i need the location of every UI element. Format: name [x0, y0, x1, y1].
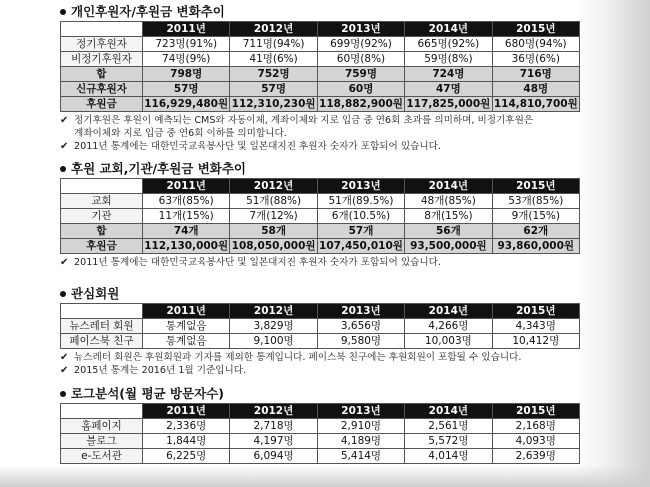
table-header-row [61, 404, 580, 419]
row-label: 합 [61, 224, 143, 239]
cell-value: 6개(10.5%) [317, 209, 404, 224]
year-header: 2012년 [230, 22, 317, 37]
row-label: 합 [61, 67, 143, 82]
table-header-row [61, 22, 580, 37]
cell-value: 752명 [230, 67, 317, 82]
cell-value: 58개 [230, 224, 317, 239]
cell-value: 93,500,000원 [405, 239, 492, 254]
table-row [61, 419, 580, 434]
bullet-icon [60, 9, 66, 15]
table-row [61, 194, 580, 209]
cell-value: 107,450,010원 [319, 240, 403, 252]
note-text: 뉴스레터 회원은 후원회원과 기자를 제외한 통계입니다. 페이스북 친구에는 후원회원이 포함될 수 있습니다. [74, 352, 522, 363]
cell-value: 74명(9%) [143, 52, 230, 67]
header-blank-cell [61, 304, 143, 319]
year-header: 2013년 [317, 304, 404, 319]
cell-value: 6,225명 [143, 449, 230, 464]
note-line: 정기후원은 후원이 예측되는 CMS와 자동이체, 계좌이체와 지로 입금 중 연6회 초과를 의미하며, 비정기후원은 [74, 115, 534, 126]
cell-value: 1,844명 [143, 434, 230, 449]
table-row-total [61, 224, 580, 239]
cell-value: 60명 [317, 82, 404, 97]
table-row [61, 37, 580, 52]
table-header-row [61, 179, 580, 194]
cell-value: 47명 [405, 82, 492, 97]
cell-value: 62개 [492, 224, 579, 239]
cell-value: 48명 [492, 82, 579, 97]
cell-value: 41명(6%) [230, 52, 317, 67]
row-label: 후원금 [61, 239, 143, 254]
cell-value: 63개(85%) [143, 194, 230, 209]
year-header: 2012년 [230, 304, 317, 319]
cell-value: 680명(94%) [492, 37, 579, 52]
section-title [60, 385, 580, 403]
cell-value: 6,094명 [230, 449, 317, 464]
year-header: 2013년 [317, 22, 404, 37]
year-header: 2011년 [143, 22, 230, 37]
row-label: e-도서관 [61, 449, 143, 464]
cell-value: 10,003명 [405, 334, 492, 349]
note-text: 2011년 통계에는 대한민국교육봉사단 및 일본대지진 후원자 숫자가 포함되어 있습니다. [74, 141, 441, 152]
note-item [60, 140, 580, 153]
cell-value: 57명 [143, 82, 230, 97]
year-header: 2014년 [405, 179, 492, 194]
cell-value: 7개(12%) [230, 209, 317, 224]
cell-value: 4,197명 [230, 434, 317, 449]
cell-value: 48개(85%) [405, 194, 492, 209]
page-edge-shadow [574, 0, 650, 487]
cell-value: 9,100명 [230, 334, 317, 349]
section-title [60, 285, 580, 303]
cell-value: 60명(8%) [317, 52, 404, 67]
table-row-new-donors [61, 82, 580, 97]
cell-value: 5,572명 [405, 434, 492, 449]
page-bottom-shadow [0, 465, 650, 487]
section-log-analysis [60, 385, 580, 464]
note-text: 2011년 통계에는 대한민국교육봉사단 및 일본대지진 후원자 숫자가 포함되어 있습니다. [74, 257, 441, 268]
row-label: 홈페이지 [61, 419, 143, 434]
bullet-icon [60, 291, 66, 297]
check-icon: ✔ [60, 365, 69, 376]
cell-value: 4,093명 [492, 434, 579, 449]
individual-donors-table [60, 21, 580, 112]
bullet-icon [60, 391, 66, 397]
cell-value: 665명(92%) [405, 37, 492, 52]
table-row [61, 209, 580, 224]
year-header: 2013년 [317, 179, 404, 194]
cell-value: 3,829명 [230, 319, 317, 334]
table-row [61, 52, 580, 67]
table-row [61, 434, 580, 449]
section-title [60, 160, 580, 178]
cell-value: 4,189명 [317, 434, 404, 449]
cell-value: 2,718명 [230, 419, 317, 434]
note-text: 2015년 통계는 2016년 1월 기준입니다. [74, 365, 247, 376]
header-blank-cell [61, 22, 143, 37]
cell-value: 116,929,480원 [144, 98, 229, 110]
year-header: 2011년 [143, 304, 230, 319]
cell-value: 4,014명 [405, 449, 492, 464]
notes [60, 256, 580, 269]
cell-value: 2,639명 [492, 449, 579, 464]
note-text [74, 114, 580, 140]
note-item [60, 114, 580, 140]
cell-value: 5,414명 [317, 449, 404, 464]
year-header: 2015년 [492, 179, 579, 194]
cell-value: 57개 [317, 224, 404, 239]
year-header: 2011년 [143, 404, 230, 419]
cell-value: 4,266명 [405, 319, 492, 334]
note-item [60, 256, 580, 269]
year-header: 2012년 [230, 404, 317, 419]
year-header: 2014년 [405, 22, 492, 37]
cell-value: 57명 [230, 82, 317, 97]
year-header: 2015년 [492, 22, 579, 37]
row-label: 기관 [61, 209, 143, 224]
cell-value: 716명 [492, 67, 579, 82]
section-individual-donors [60, 3, 580, 153]
cell-value: 74개 [143, 224, 230, 239]
cell-value: 4,343명 [492, 319, 579, 334]
section-title-text: 로그분석(월 평균 방문자수) [71, 386, 224, 401]
cell-value: 2,561명 [405, 419, 492, 434]
cell-value: 699명(92%) [317, 37, 404, 52]
cell-value: 59명(8%) [405, 52, 492, 67]
check-icon: ✔ [60, 257, 69, 268]
section-church-org-donors [60, 160, 580, 269]
year-header: 2014년 [405, 404, 492, 419]
row-label: 비정기후원자 [61, 52, 143, 67]
cell-value: 51개(89.5%) [317, 194, 404, 209]
cell-value: 118,882,900원 [319, 98, 403, 110]
cell-value: 9개(15%) [492, 209, 579, 224]
row-label: 뉴스레터 회원 [61, 319, 143, 334]
check-icon: ✔ [60, 141, 69, 152]
cell-value: 56개 [405, 224, 492, 239]
header-blank-cell [61, 404, 143, 419]
cell-value: 108,050,000원 [231, 240, 316, 252]
cell-value: 93,860,000원 [492, 239, 579, 254]
cell-value: 통계없음 [143, 334, 230, 349]
table-row [61, 449, 580, 464]
cell-value: 759명 [317, 67, 404, 82]
table-row-total [61, 67, 580, 82]
table-row-donations [61, 239, 580, 254]
year-header: 2014년 [405, 304, 492, 319]
note-line: 계좌이체와 지로 입금 중 연6회 이하를 의미합니다. [74, 128, 287, 139]
cell-value: 11개(15%) [143, 209, 230, 224]
table-header-row [61, 304, 580, 319]
check-icon: ✔ [60, 352, 69, 363]
cell-value: 통계없음 [143, 319, 230, 334]
section-title-text: 관심회원 [71, 286, 120, 301]
cell-value: 3,656명 [317, 319, 404, 334]
row-label: 블로그 [61, 434, 143, 449]
row-label: 신규후원자 [61, 82, 143, 97]
notes [60, 114, 580, 153]
check-icon: ✔ [60, 115, 69, 126]
table-row-donations [61, 97, 580, 112]
table-row [61, 319, 580, 334]
section-title-text: 후원 교회,기관/후원금 변화추이 [71, 161, 246, 176]
row-label: 교회 [61, 194, 143, 209]
church-org-table [60, 178, 580, 254]
log-analysis-table [60, 403, 580, 464]
cell-value: 798명 [143, 67, 230, 82]
cell-value: 10,412명 [492, 334, 579, 349]
row-label: 후원금 [61, 97, 143, 112]
section-title [60, 3, 580, 21]
cell-value: 723명(91%) [143, 37, 230, 52]
section-interested-members [60, 285, 580, 377]
year-header: 2015년 [492, 404, 579, 419]
cell-value: 51개(88%) [230, 194, 317, 209]
cell-value: 2,168명 [492, 419, 579, 434]
year-header: 2012년 [230, 179, 317, 194]
notes [60, 351, 580, 377]
cell-value: 724명 [405, 67, 492, 82]
note-item [60, 351, 580, 364]
row-label: 정기후원자 [61, 37, 143, 52]
cell-value: 112,310,230원 [231, 98, 316, 110]
year-header: 2011년 [143, 179, 230, 194]
cell-value: 9,580명 [317, 334, 404, 349]
year-header: 2013년 [317, 404, 404, 419]
note-item [60, 364, 580, 377]
table-row [61, 334, 580, 349]
section-title-text: 개인후원자/후원금 변화추이 [71, 4, 225, 19]
cell-value: 711명(94%) [230, 37, 317, 52]
bullet-icon [60, 166, 66, 172]
year-header: 2015년 [492, 304, 579, 319]
cell-value: 112,130,000원 [144, 240, 229, 252]
header-blank-cell [61, 179, 143, 194]
interested-members-table [60, 303, 580, 349]
cell-value: 114,810,700원 [493, 98, 578, 110]
cell-value: 2,910명 [317, 419, 404, 434]
cell-value: 36명(6%) [492, 52, 579, 67]
cell-value: 2,336명 [143, 419, 230, 434]
cell-value: 117,825,000원 [406, 98, 491, 110]
cell-value: 53개(85%) [492, 194, 579, 209]
row-label: 페이스북 친구 [61, 334, 143, 349]
cell-value: 8개(15%) [405, 209, 492, 224]
